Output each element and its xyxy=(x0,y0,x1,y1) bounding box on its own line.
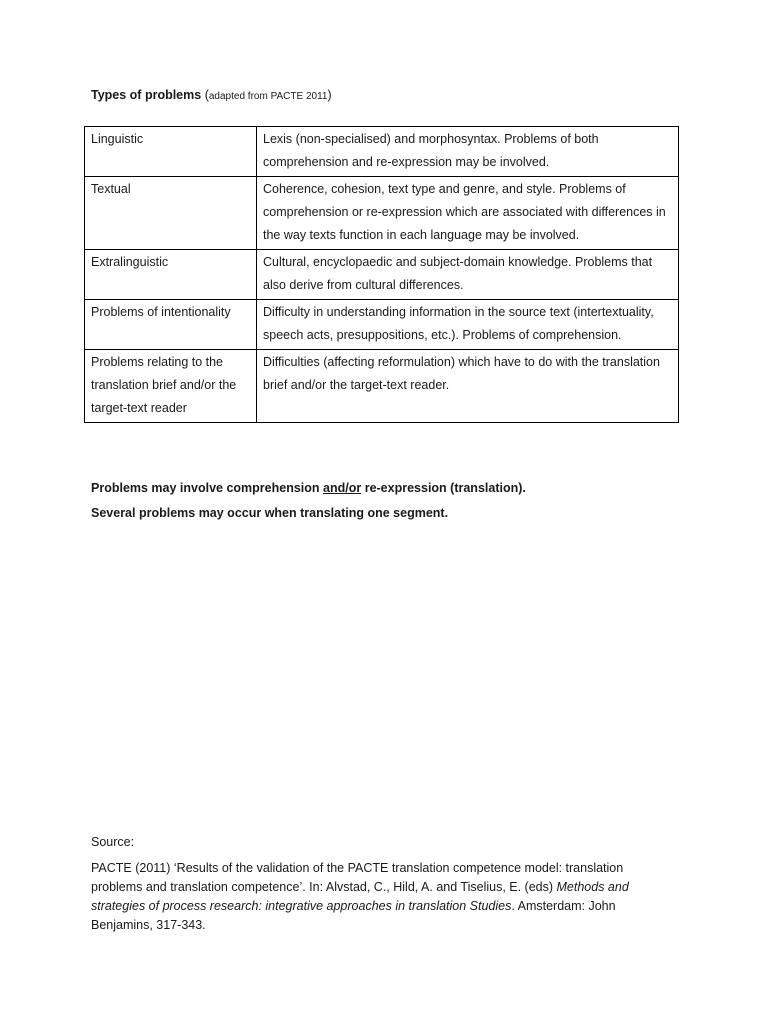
source-label: Source: xyxy=(91,835,135,849)
note-text: Problems may involve comprehension xyxy=(91,481,324,495)
problem-types-table xyxy=(84,126,679,423)
problem-type-cell: Extralinguistic xyxy=(85,250,257,300)
source-reference xyxy=(91,859,661,935)
problem-description-cell: Difficulty in understanding information in the source text (intertextuality, speech acts, presuppositions, etc.). Problems of comprehension. xyxy=(257,300,679,350)
heading-subtitle: adapted from PACTE 2011 xyxy=(208,91,328,102)
note-underlined-text: and/or xyxy=(323,481,362,495)
problem-type-cell: Linguistic xyxy=(85,127,257,177)
problem-description-cell: Cultural, encyclopaedic and subject-domain knowledge. Problems that also derive from cultural differences. xyxy=(257,250,679,300)
problem-type-cell: Problems of intentionality xyxy=(85,300,257,350)
problem-description-cell: Lexis (non-specialised) and morphosyntax. Problems of both comprehension and re-expression may be involved. xyxy=(257,127,679,177)
table-row xyxy=(85,127,679,177)
reference-text: . Amsterdam: John Benjamins, 317-343. xyxy=(91,899,616,932)
note-text: re-expression (translation). xyxy=(361,481,526,495)
table-row xyxy=(85,177,679,250)
reference-book-title: Methods and strategies of process research: integrative approaches in translation Studies xyxy=(91,880,629,913)
problem-type-cell: Textual xyxy=(85,177,257,250)
problem-description-cell: Coherence, cohesion, text type and genre, and style. Problems of comprehension or re-expression which are associated with differences in the way texts function in each language may be involved. xyxy=(257,177,679,250)
table-row xyxy=(85,350,679,423)
heading-close-paren: ) xyxy=(327,88,332,102)
table-row xyxy=(85,300,679,350)
heading-open-paren: ( xyxy=(201,88,209,102)
table-row xyxy=(85,250,679,300)
note-multiple-problems: Several problems may occur when translating one segment. xyxy=(91,506,449,520)
reference-text: PACTE (2011) ‘Results of the validation of the PACTE translation competence model: translation problems and translation competence’. In: Alvstad, C., Hild, A. and Tiselius, E. (eds) xyxy=(91,861,624,894)
note-comprehension xyxy=(91,481,526,495)
problem-type-cell: Problems relating to the translation brief and/or the target-text reader xyxy=(85,350,257,423)
problem-description-cell: Difficulties (affecting reformulation) which have to do with the translation brief and/or the target-text reader. xyxy=(257,350,679,423)
heading-title: Types of problems xyxy=(91,88,202,102)
page-heading xyxy=(91,88,332,102)
